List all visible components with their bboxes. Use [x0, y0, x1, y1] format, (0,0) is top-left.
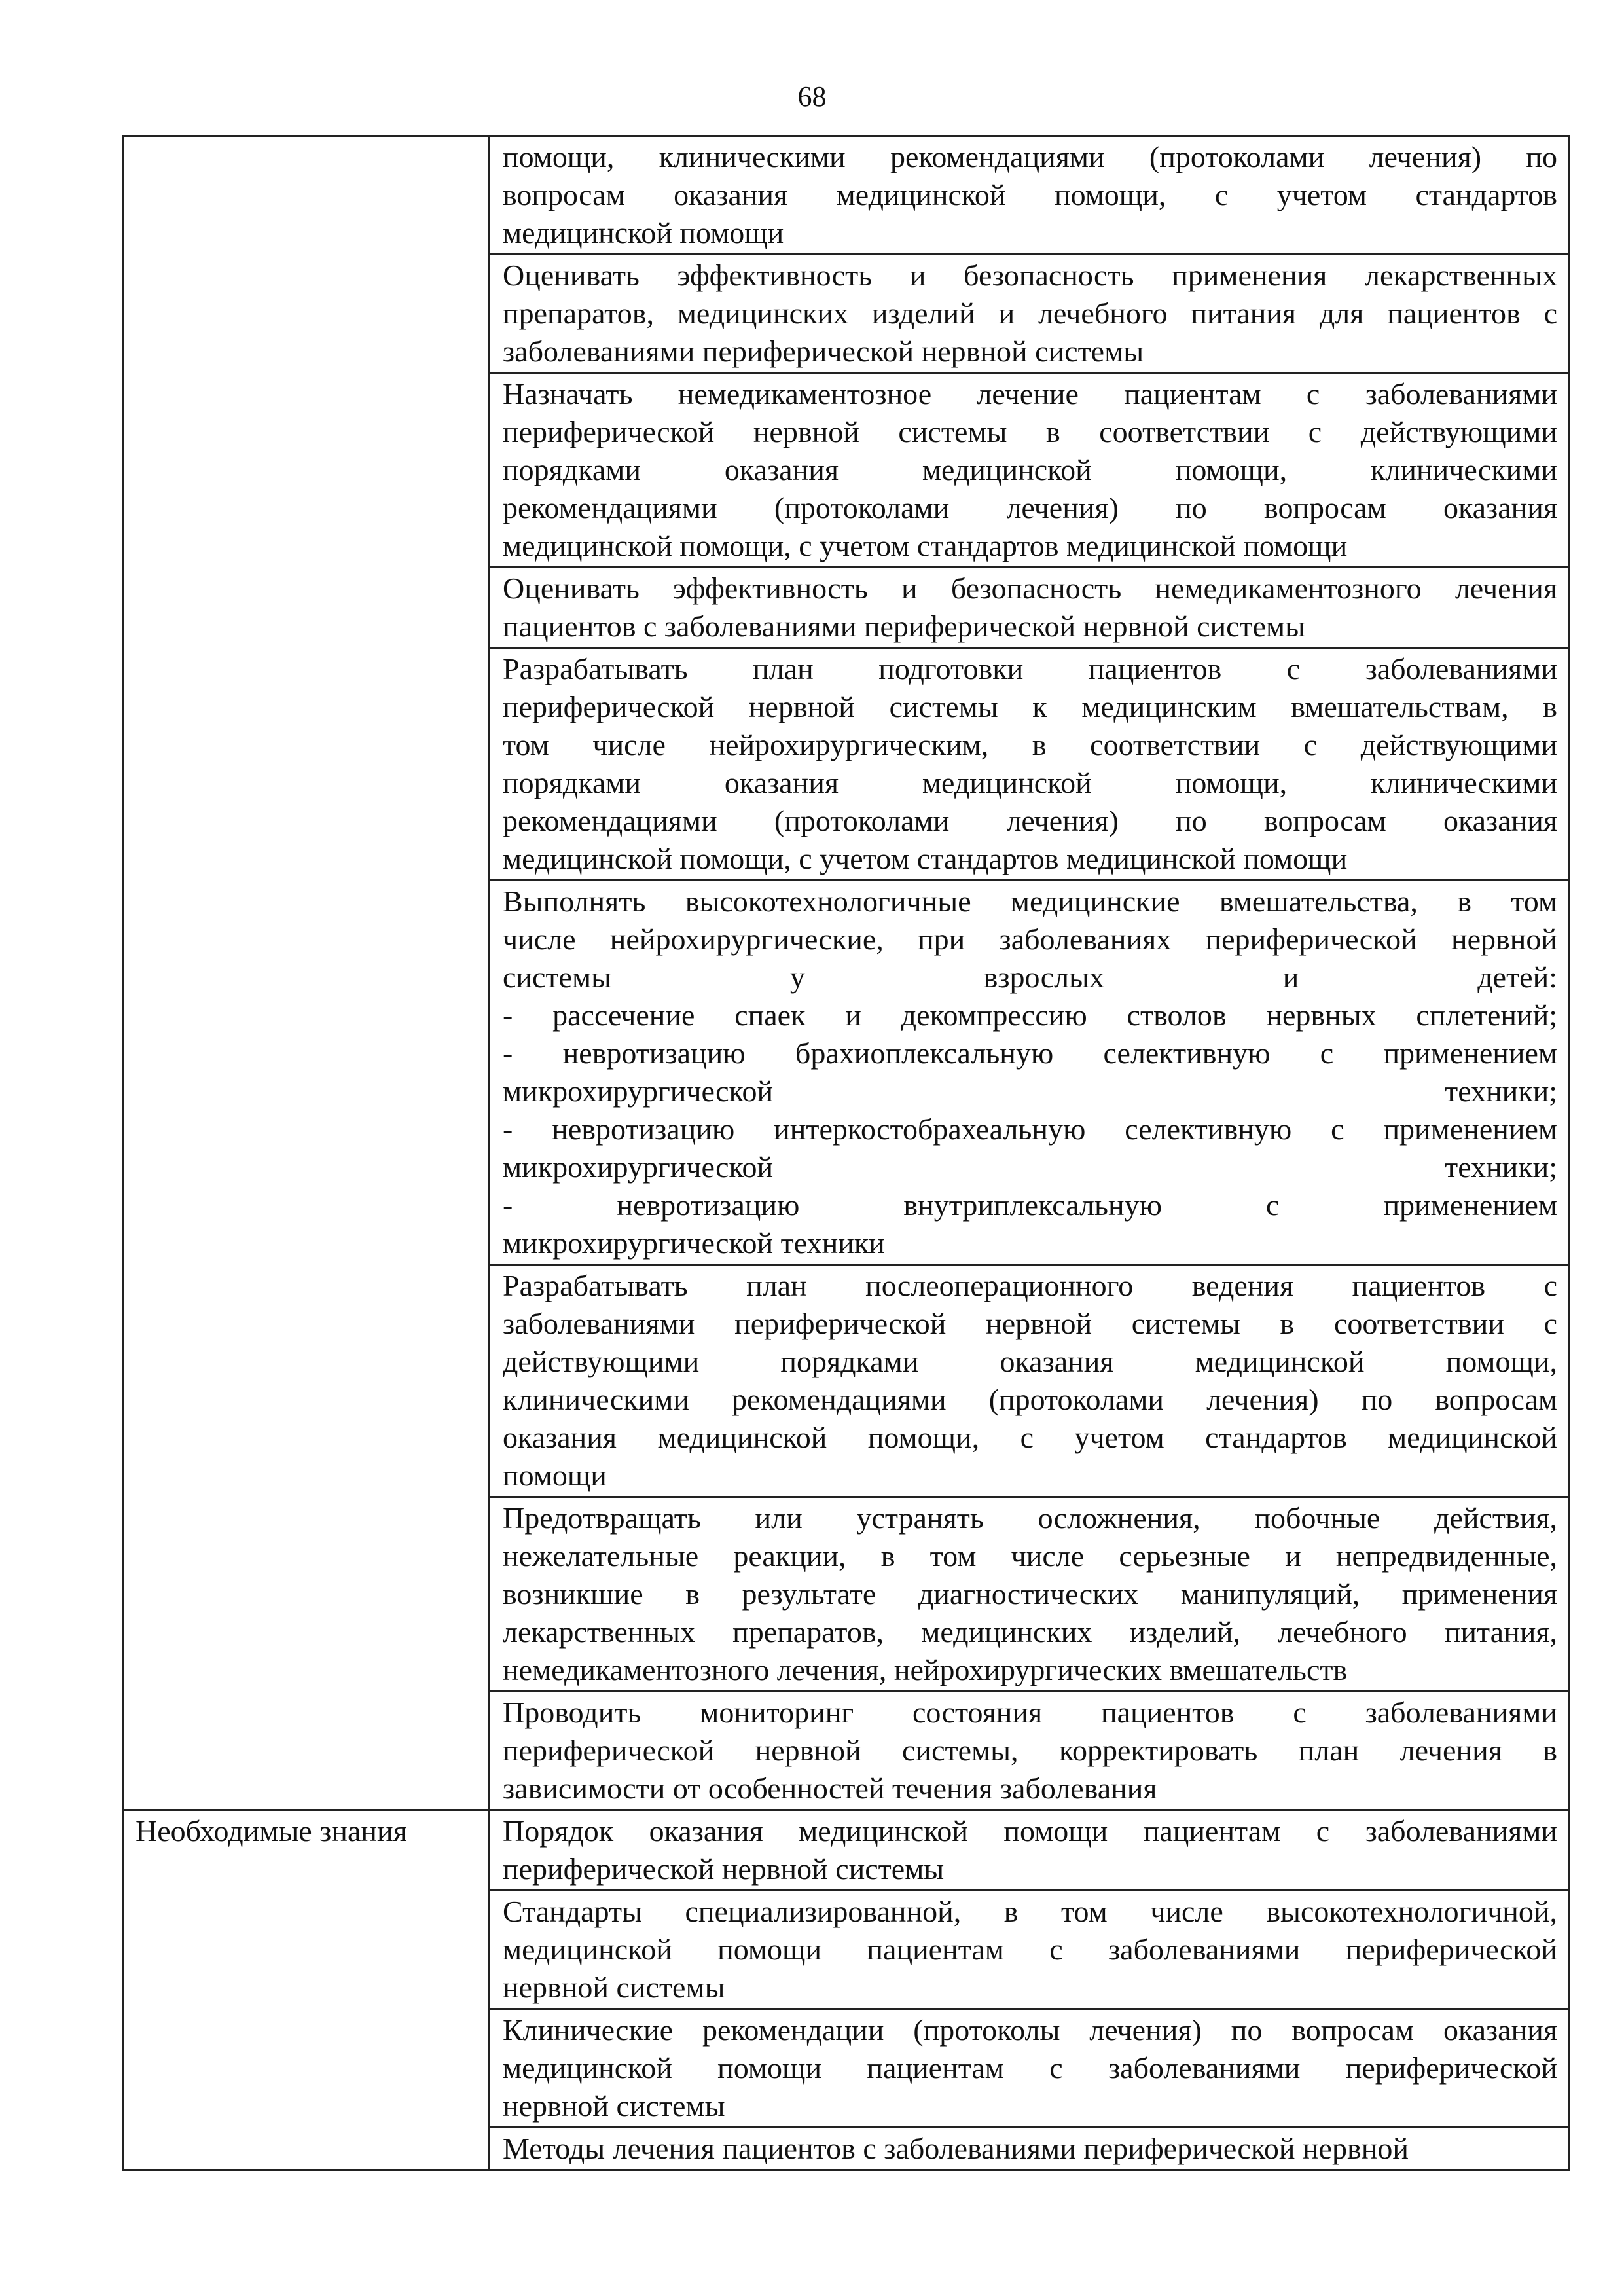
row-label-cell: [123, 1265, 489, 1497]
requirement-cell: [489, 568, 1569, 648]
requirement-cell: [489, 881, 1569, 1265]
row-label-cell: [123, 1891, 489, 2009]
requirement-cell: [489, 2009, 1569, 2128]
requirement-line: Разрабатывать план послеоперационного ведения пациентов с: [503, 1269, 1557, 1302]
requirement-line: - рассечение спаек и декомпрессию стволов нервных сплетений;: [503, 998, 1557, 1032]
table-row: [123, 1692, 1569, 1810]
requirement-cell: [489, 1265, 1569, 1497]
requirement-cell: [489, 1692, 1569, 1810]
requirement-line: клиническими рекомендациями (протоколами лечения) по вопросам: [503, 1383, 1557, 1416]
requirement-line: микрохирургической техники: [503, 1226, 885, 1260]
requirement-cell: [489, 2128, 1569, 2170]
requirement-line: зависимости от особенностей течения заболевания: [503, 1772, 1157, 1805]
table-body: [123, 136, 1569, 2170]
row-label-cell: [123, 255, 489, 373]
requirement-line: рекомендациями (протоколами лечения) по вопросам оказания: [503, 491, 1557, 524]
requirement-line: Проводить мониторинг состояния пациентов с заболеваниями: [503, 1696, 1557, 1729]
requirement-cell: [489, 136, 1569, 255]
requirement-line: помощи, клиническими рекомендациями (протоколами лечения) по: [503, 140, 1557, 173]
requirement-line: пациентов с заболеваниями периферической нервной системы: [503, 610, 1306, 643]
table-row: [123, 881, 1569, 1265]
requirement-line: нежелательные реакции, в том числе серьезные и непредвиденные,: [503, 1539, 1557, 1573]
requirement-line: вопросам оказания медицинской помощи, с учетом стандартов: [503, 178, 1557, 211]
requirement-line: микрохирургической техники;: [503, 1150, 1557, 1184]
row-label-cell: [123, 1497, 489, 1692]
requirement-line: периферической нервной системы к медицинским вмешательствам, в: [503, 690, 1557, 723]
requirement-line: медицинской помощи, с учетом стандартов медицинской помощи: [503, 842, 1348, 875]
requirement-line: - невротизацию интеркостобрахеальную селективную с применением: [503, 1112, 1557, 1146]
requirement-line: медицинской помощи пациентам с заболеваниями периферической: [503, 1933, 1557, 1966]
row-label-cell: [123, 568, 489, 648]
requirement-cell: [489, 1810, 1569, 1891]
table-row: [123, 1810, 1569, 1891]
row-label-cell: [123, 136, 489, 255]
row-label-cell: [123, 648, 489, 881]
requirement-line: периферической нервной системы в соответствии с действующими: [503, 415, 1557, 448]
requirement-line: Клинические рекомендации (протоколы лечения) по вопросам оказания: [503, 2013, 1557, 2047]
section-label: Необходимые знания: [135, 1814, 407, 1848]
requirement-line: - невротизацию брахиоплексальную селективную с применением: [503, 1036, 1557, 1070]
requirement-line: том числе нейрохирургическим, в соответствии с действующими: [503, 728, 1557, 761]
requirement-line: заболеваниями периферической нервной системы: [503, 335, 1144, 368]
requirement-line: немедикаментозного лечения, нейрохирургических вмешательств: [503, 1653, 1348, 1686]
row-label-cell: [123, 1810, 489, 1891]
requirement-line: - невротизацию внутриплексальную с применением: [503, 1188, 1557, 1222]
requirement-cell: [489, 255, 1569, 373]
table-row: [123, 2009, 1569, 2128]
requirement-line: возникшие в результате диагностических манипуляций, применения: [503, 1577, 1557, 1611]
requirement-cell: [489, 648, 1569, 881]
requirement-line: числе нейрохирургические, при заболеваниях периферической нервной: [503, 922, 1557, 956]
requirement-line: Стандарты специализированной, в том числе высокотехнологичной,: [503, 1895, 1557, 1928]
row-label-cell: [123, 373, 489, 568]
requirement-line: нервной системы: [503, 2089, 725, 2123]
requirement-cell: [489, 1891, 1569, 2009]
requirement-line: Назначать немедикаментозное лечение пациентам с заболеваниями: [503, 377, 1557, 410]
requirement-line: системы у взрослых и детей:: [503, 960, 1557, 994]
requirement-line: периферической нервной системы: [503, 1852, 945, 1886]
requirement-line: периферической нервной системы, корректировать план лечения в: [503, 1734, 1557, 1767]
requirement-line: оказания медицинской помощи, с учетом стандартов медицинской: [503, 1421, 1557, 1454]
requirement-line: Оценивать эффективность и безопасность немедикаментозного лечения: [503, 572, 1557, 605]
requirement-line: Порядок оказания медицинской помощи пациентам с заболеваниями: [503, 1814, 1557, 1848]
requirement-cell: [489, 373, 1569, 568]
requirement-line: препаратов, медицинских изделий и лечебного питания для пациентов с: [503, 297, 1557, 330]
requirement-cell: [489, 1497, 1569, 1692]
table-row: [123, 373, 1569, 568]
requirement-line: Предотвращать или устранять осложнения, побочные действия,: [503, 1501, 1557, 1535]
table-row: [123, 1497, 1569, 1692]
table-row: [123, 568, 1569, 648]
table-row: [123, 2128, 1569, 2170]
table-row: [123, 136, 1569, 255]
requirement-line: медицинской помощи пациентам с заболеваниями периферической: [503, 2051, 1557, 2085]
requirement-line: порядками оказания медицинской помощи, клиническими: [503, 453, 1557, 486]
requirement-line: Разрабатывать план подготовки пациентов с заболеваниями: [503, 652, 1557, 685]
row-label-cell: [123, 881, 489, 1265]
requirement-line: заболеваниями периферической нервной системы в соответствии с: [503, 1307, 1557, 1340]
table-row: [123, 1265, 1569, 1497]
requirement-line: Оценивать эффективность и безопасность применения лекарственных: [503, 259, 1557, 292]
row-label-cell: [123, 1692, 489, 1810]
table-row: [123, 648, 1569, 881]
requirement-line: медицинской помощи, с учетом стандартов медицинской помощи: [503, 529, 1348, 562]
requirement-line: порядками оказания медицинской помощи, клиническими: [503, 766, 1557, 799]
row-label-cell: [123, 2009, 489, 2128]
requirement-line: помощи: [503, 1459, 607, 1492]
requirement-line: микрохирургической техники;: [503, 1074, 1557, 1108]
requirement-line: нервной системы: [503, 1971, 725, 2004]
row-label-cell: [123, 2128, 489, 2170]
table-row: [123, 1891, 1569, 2009]
requirement-line: медицинской помощи: [503, 216, 784, 249]
requirement-line: Выполнять высокотехнологичные медицинские вмешательства, в том: [503, 884, 1557, 918]
requirements-table: [122, 135, 1570, 2171]
table-row: [123, 255, 1569, 373]
requirement-line: Методы лечения пациентов с заболеваниями периферической нервной: [503, 2132, 1409, 2165]
requirement-line: лекарственных препаратов, медицинских изделий, лечебного питания,: [503, 1615, 1557, 1649]
requirement-line: рекомендациями (протоколами лечения) по вопросам оказания: [503, 804, 1557, 837]
requirement-line: действующими порядками оказания медицинской помощи,: [503, 1345, 1557, 1378]
page-number: 68: [797, 81, 827, 113]
